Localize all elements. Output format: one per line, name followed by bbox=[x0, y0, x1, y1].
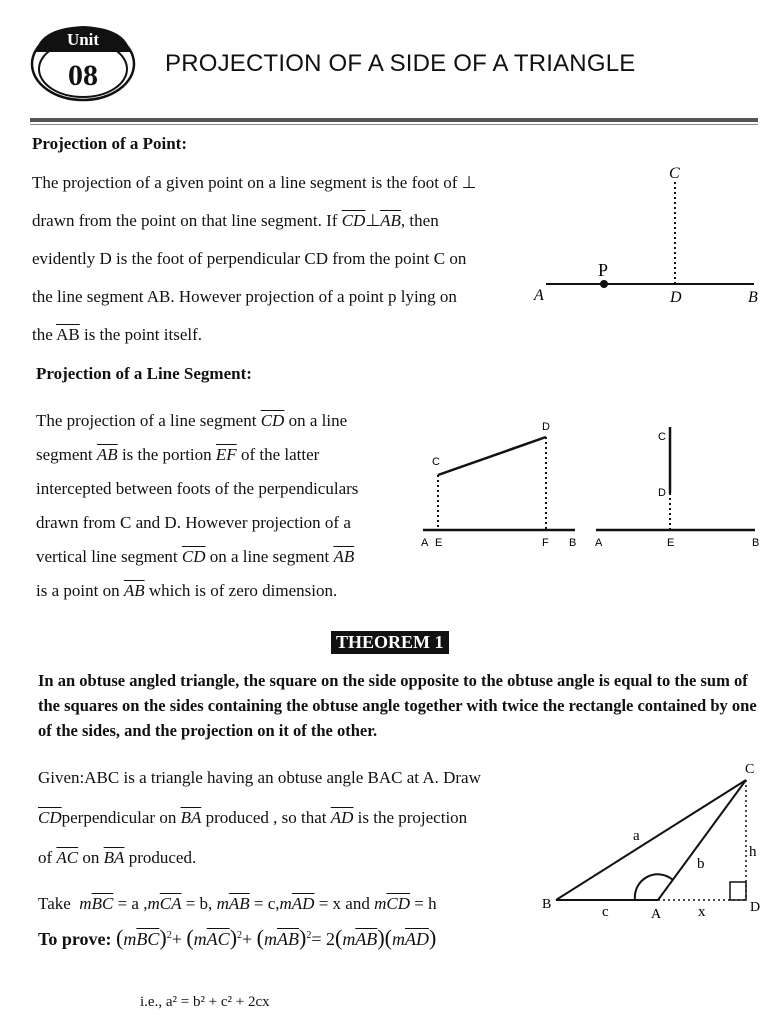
point-paragraph bbox=[32, 164, 532, 354]
segment-line-1: The projection of a line segment $\overline{CD}$ on a line bbox=[36, 411, 348, 430]
given-paragraph bbox=[38, 758, 538, 924]
given-line-2: $\overline{CD}perpendicular$ on $\overline{BA}$ produced , so that $\overline{AD}$ is the projection bbox=[38, 808, 468, 827]
fig1-label-C: C bbox=[432, 456, 440, 468]
segment-line-6: is a point on $\overline{AB}$ which is of zero dimension. bbox=[36, 581, 338, 600]
point-line-3: evidently D is the foot of perpendicular CD from the point C on bbox=[32, 249, 467, 268]
given-line-1: Given:ABC is a triangle having an obtuse angle BAC at A. Draw bbox=[38, 768, 481, 787]
fig2-label-D: D bbox=[658, 487, 666, 499]
unit-number: 08 bbox=[68, 59, 98, 92]
tri-label-A: A bbox=[651, 907, 662, 922]
unit-badge bbox=[30, 22, 136, 102]
fig-label-C: C bbox=[669, 165, 680, 182]
tri-label-a: a bbox=[633, 828, 640, 844]
fig-label-P: P bbox=[598, 260, 609, 280]
tri-label-c: c bbox=[602, 904, 609, 920]
theorem-statement: In an obtuse angled triangle, the square on the side opposite to the obtuse angle is equal to the sum of the squares on the sides containing the obtuse angle together with twice the rectangle contained by one of the sides, and the projection on it of the other. bbox=[38, 671, 757, 740]
theorem-label: THEOREM 1 bbox=[331, 631, 449, 654]
point-projection-figure bbox=[530, 160, 765, 310]
tri-label-x: x bbox=[698, 904, 706, 920]
to-prove-simplified: i.e., a² = b² + c² + 2cx bbox=[140, 994, 270, 1010]
page-title: PROJECTION OF A SIDE OF A TRIANGLE bbox=[165, 50, 636, 77]
point-line-5: the $\overline{AB}$ is the point itself. bbox=[32, 325, 203, 344]
fig2-label-C: C bbox=[658, 431, 666, 443]
tri-label-C: C bbox=[745, 762, 755, 777]
point-line-2: drawn from the point on that line segment. If $\overline{CD}\perp\overline{AB}$, then bbox=[32, 211, 439, 230]
fig2-label-E: E bbox=[667, 537, 675, 549]
segment-paragraph bbox=[36, 404, 416, 608]
tri-label-B: B bbox=[542, 897, 552, 912]
tri-label-b: b bbox=[697, 856, 705, 872]
segment-line-5: vertical line segment $\overline{CD}$ on a line segment $\overline{AB}$ bbox=[36, 547, 355, 566]
fig2-label-B: B bbox=[752, 537, 760, 549]
fig1-label-A: A bbox=[421, 537, 429, 549]
segment-line-2: segment $\overline{AB}$ is the portion $\overline{EF}$ of the latter bbox=[36, 445, 320, 464]
fig-label-A: A bbox=[534, 287, 544, 304]
tri-label-h: h bbox=[749, 844, 757, 860]
title-rule bbox=[30, 118, 758, 122]
point-line-1: The projection of a given point on a line segment is the foot of ⊥ bbox=[32, 173, 477, 192]
title-rule-thin bbox=[30, 124, 758, 125]
point-line-4: the line segment AB. However projection of a point p lying on bbox=[32, 287, 457, 306]
fig1-label-F: F bbox=[542, 537, 549, 549]
fig1-label-B: B bbox=[569, 537, 577, 549]
section-heading-point: Projection of a Point: bbox=[32, 134, 188, 153]
fig-label-B: B bbox=[748, 289, 758, 306]
given-line-4: Take $m\overline{BC} = a$ $,m\overline{CA} = b$, $m\overline{AB} = c,m\overline{AD} = x$ and $m\overline{CD} = h$ bbox=[38, 894, 437, 913]
triangle-figure bbox=[540, 758, 765, 928]
to-prove-equation: To prove: $(m\overline{BC})^2+ (m\overline{AC})^2+ (m\overline{AB})^2= 2(m\overline{AB})(m\overline{AD})$ bbox=[38, 925, 437, 950]
to-prove-label: To prove: bbox=[38, 929, 112, 949]
unit-label: Unit bbox=[66, 30, 100, 49]
vertical-segment-figure bbox=[590, 415, 765, 550]
tri-label-D: D bbox=[750, 900, 761, 915]
segment-line-3: intercepted between foots of the perpendiculars bbox=[36, 479, 359, 498]
segment-line-4: drawn from C and D. However projection of a bbox=[36, 513, 351, 532]
fig2-label-A: A bbox=[595, 537, 603, 549]
fig-label-D: D bbox=[670, 289, 682, 306]
segment-projection-figure bbox=[415, 415, 590, 550]
fig1-label-D: D bbox=[542, 421, 550, 433]
given-line-3: of $\overline{AC}$ on $\overline{BA}$ produced. bbox=[38, 848, 197, 867]
fig1-label-E: E bbox=[435, 537, 443, 549]
section-heading-segment: Projection of a Line Segment: bbox=[36, 364, 252, 383]
